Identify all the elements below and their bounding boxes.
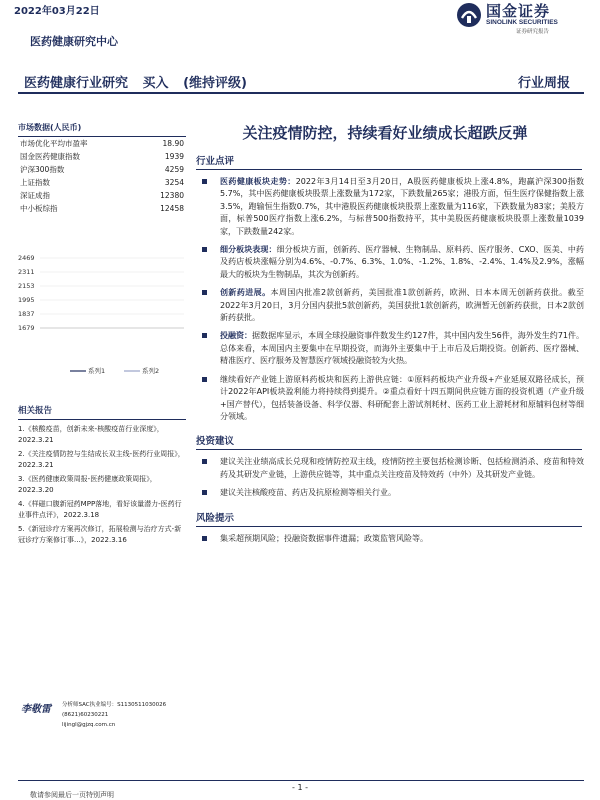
list-item [196,244,584,281]
logo-en-text: SINOLINK SECURITIES [486,19,558,26]
bullet-icon [202,459,207,464]
bullet-text: 建议关注业绩高成长兑现和疫情防控双主线，疫情防控主要包括检测诊断、包括检测消杀、疫苗和特效药及其研发产业链，上游供应链等，其中重点关注疫苗及特效药（中外）及其研发产业链。 [220,457,584,479]
bullet-icon [202,490,207,495]
y-tick-label: 2153 [18,282,35,290]
bullet-text: 据数据库显示，本周全球投融资事件数发生约127件，其中国内发生56件，海外发生约71件。总体来看，本周国内主要集中在早期投资，而海外主要集中于上市后及后期投资。创新药、医疗器械、精准医疗、医疗服务及智慧医疗领域投融资较为火热。 [220,331,585,366]
table-row [18,163,186,176]
bullet-lead: 医药健康板块走势： [220,177,296,186]
analyst-name: 李敬雷 [21,704,51,715]
y-tick-label: 1679 [18,324,35,332]
disclaimer: 敬请参阅最后一页特别声明 [30,791,114,799]
department-name: 医药健康研究中心 [30,35,118,48]
y-tick-label: 2469 [18,254,35,262]
market-label: 深证成指 [20,191,50,200]
list-item [196,330,584,367]
table-row [18,150,186,163]
y-tick-label: 1837 [18,310,35,318]
market-value: 12380 [160,191,184,200]
analyst-info [18,700,208,740]
main-content [196,122,584,551]
list-item [196,487,584,499]
bullet-text: 集采超预期风险；投融资数据事件遗漏；政策监管风险等。 [220,533,428,543]
report-header [18,66,584,94]
list-item[interactable]: 5.《新冠诊疗方案再次修订，拓展检测与治疗方式-新冠诊疗方案修订事...》，2022.3.16 [18,525,182,544]
bullet-text: 建议关注核酸疫苗、药店及抗原检测等相关行业。 [220,488,396,498]
section-title: 风险提示 [196,510,582,527]
bullet-icon [202,333,207,338]
market-data-table [18,136,186,215]
bullet-text: 细分板块方面，创新药、医疗器械、生物制品、原料药、医疗服务、CXO、医美、中药及药店板块涨幅分别为4.6%、-0.7%、6.3%、1.0%、-1.2%、1.8%、-2.4%、1.4%及2.9%，涨幅最大的板块为生物制品，其次为创新药。 [220,245,584,279]
bullet-icon [202,536,207,541]
list-item[interactable]: 4.《样磁口腹新冠药MPP落地，看好该量潜力-医药行业事件点评》，2022.3.18 [18,500,182,519]
bullet-icon [202,377,207,382]
related-reports-title: 相关报告 [18,404,186,420]
market-value: 4259 [164,165,184,174]
section-risk-warning [196,510,584,545]
section-title: 行业点评 [196,153,582,170]
logo-mark-icon [456,2,482,28]
page-number: - 1 - [292,783,308,792]
bullet-text: 2022年3月14日至3月20日，A股医药健康板块上涨4.8%，跑赢沪深300指数5.7%，其中医药健康板块股票上涨数量为172家，下跌数量265家；港股方面，恒生医疗保健指数上涨3.5%，跑输恒生指数0.7%，其中港股医药健康板块股票上涨数量为116家，下跌数量为83家；美股方面，标普500医疗指数上涨6.2%，与标普500指数持平，其中美股医药健康板块股票上涨数量1039家，下跌数量242家。 [220,177,584,236]
logo-cn-text: 国金证券 [486,2,551,20]
list-item [196,176,584,238]
analyst-contact [62,700,166,730]
legend-label-series2: 系列2 [142,367,160,375]
list-item [196,287,584,324]
footer-divider [18,780,584,781]
list-item [196,374,584,424]
bullet-text: 继续看好产业链上游原料药板块和医药上游供应链：①原料药板块产业升级+产业延展双路径成长，预计2022年API板块盈利能力将持续得到提升。②重点看好十四五期间供应链方面的投资机遇（产业升级+国产替代），包括装备设备、科学仪器、科研配套上游试剂耗材、医药工业上游耗材和原辅料包材等细分领域。 [220,374,584,421]
market-value: 12458 [160,204,184,213]
rating: 买入 [142,76,169,91]
table-row [18,189,186,202]
bullet-lead: 创新药进展。 [220,288,271,298]
list-item[interactable]: 3.《医药健康政策周报-医药健康政策周报》，2022.3.20 [18,475,157,494]
industry-title: 医药健康行业研究 [24,76,129,91]
market-label: 上证指数 [20,178,50,187]
table-row [18,202,186,215]
company-logo [456,0,596,40]
legend-label-series1: 系列1 [88,367,106,375]
bullet-icon [202,290,207,295]
index-trend-chart [18,248,186,378]
related-reports-list [18,424,186,546]
analyst-phone: (8621)60230221 [62,712,109,718]
y-tick-label: 2311 [18,268,35,276]
table-row [18,137,186,151]
bullet-lead: 细分板块表现： [220,245,277,255]
bullet-icon [202,179,207,184]
bullet-list [196,456,584,499]
analyst-cert: 分析师SAC执业编号：S1130511030026 [62,702,167,708]
market-label: 中小板综指 [20,204,58,213]
market-data-panel [18,122,186,215]
bullet-list [196,533,584,545]
list-item[interactable]: 1.《核酸疫苗，创新未来-核酸疫苗行业深度》，2022.3.21 [18,425,164,444]
bullet-text: 本周国内批准2款创新药，美国批准1款创新药，欧洲、日本本周无创新药获批。截至2022年3月20日，3月分国内获批5款创新药，美国获批1款创新药，欧洲暂无创新药获批，日本2款创新药获批。 [220,288,585,323]
rating-note: (维持评级) [183,76,247,91]
analyst-email[interactable]: lijingl@gjzq.com.cn [62,722,116,728]
market-value: 18.90 [162,139,184,148]
related-reports [18,404,186,549]
header-left [24,72,257,91]
list-item[interactable]: 2.《关注疫情防控与生结成长双主线-医药行业周报》，2022.3.21 [18,450,185,469]
chart-svg [18,248,186,378]
market-data-title: 市场数据(人民币) [18,123,82,132]
report-type: 行业周报 [517,76,570,91]
market-label: 国金医药健康指数 [20,152,80,161]
report-title: 关注疫情防控，持续看好业绩成长超跌反弹 [242,124,528,142]
table-row [18,176,186,189]
logo-sub-text: 证券研究报告 [516,29,550,35]
y-tick-label: 1995 [18,296,35,304]
market-label: 沪深300指数 [20,165,65,174]
bullet-list [196,176,584,423]
section-title: 投资建议 [196,433,582,450]
section-industry-comment [196,153,584,423]
market-label: 市场优化平均市盈率 [20,139,88,148]
bullet-icon [202,247,207,252]
list-item [196,456,584,481]
list-item [196,533,584,545]
bullet-lead: 投融资： [220,331,253,341]
section-investment-advice [196,433,584,499]
report-date: 2022年03月22日 [14,6,100,17]
market-value: 1939 [164,152,184,161]
market-value: 3254 [164,178,184,187]
